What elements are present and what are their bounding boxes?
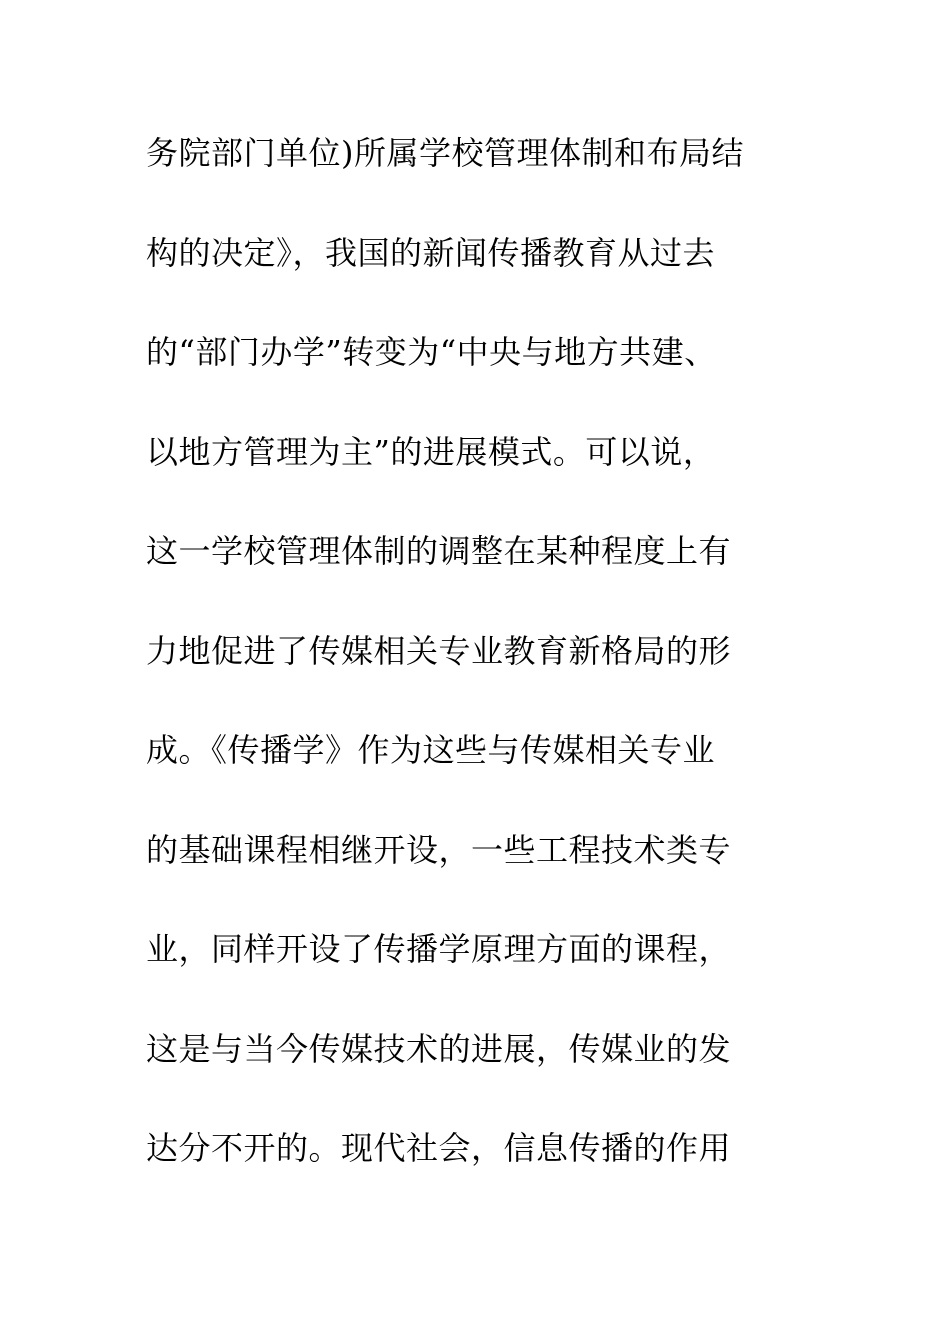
text-line: 的基础课程相继开设，一些工程技术类专 [146, 830, 732, 869]
text-line: 这是与当今传媒技术的进展，传媒业的发 [146, 1029, 732, 1068]
text-line: 以地方管理为主”的进展模式。可以说， [146, 432, 716, 471]
text-line: 构的决定》，我国的新闻传播教育从过去 [146, 233, 716, 272]
text-line: 达分不开的。现代社会，信息传播的作用 [146, 1129, 732, 1167]
text-line: 的“部门办学”转变为“中央与地方共建、 [146, 333, 717, 371]
text-line: 成。《传播学》作为这些与传媒相关专业 [146, 731, 716, 769]
body-text [146, 123, 806, 1218]
text-line: 业，同样开设了传播学原理方面的课程， [146, 930, 732, 968]
text-line: 务院部门单位)所属学校管理体制和布局结 [146, 134, 744, 172]
text-line: 这一学校管理体制的调整在某种程度上有 [146, 532, 732, 570]
text-line: 力地促进了传媒相关专业教育新格局的形 [146, 631, 732, 670]
